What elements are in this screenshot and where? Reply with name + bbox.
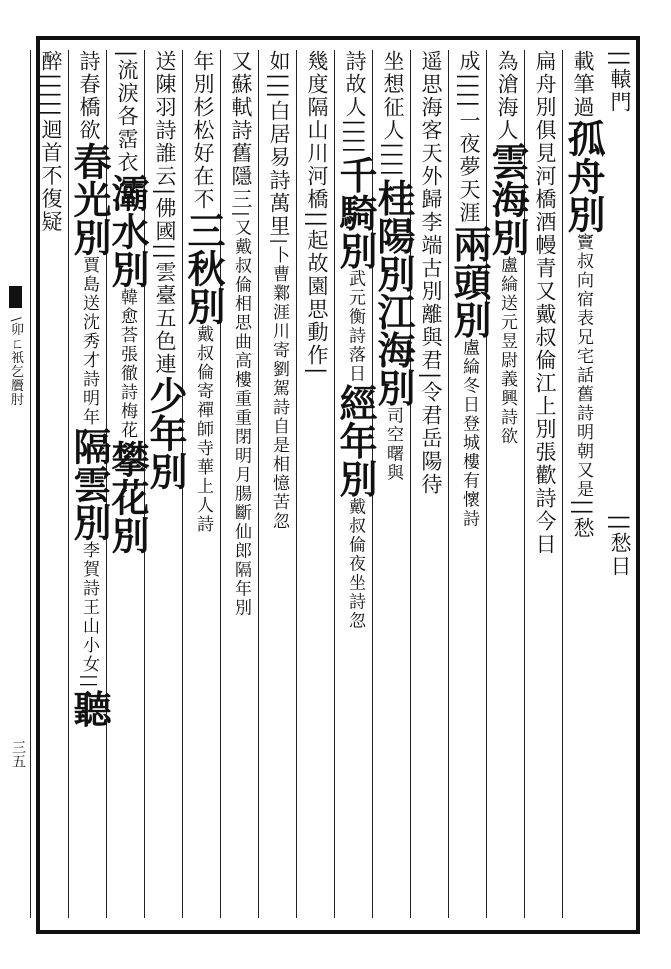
column-4: 為滄海人雲海別盧綸送元昱尉義興詩欲	[486, 50, 527, 918]
column-1: ||轅門||愁日	[608, 50, 632, 579]
margin-mark	[9, 286, 22, 308]
column-14: |流淚各霑衣灞水別韓愈荅張徹詩梅花攀花別	[106, 50, 147, 918]
page-number: 三五	[10, 740, 26, 768]
column-5: 成||||一夜夢天涯兩頭別盧綸冬日登城樓有懷詩	[448, 50, 489, 918]
column-11: 又蘇軾詩舊隱三|又戴叔倫相思曲高樓重重閉明月腸斷仙郎隔年別	[220, 50, 261, 918]
text-columns	[39, 40, 634, 930]
column-3: 扁舟別俱見河橋酒幔青又戴叔倫江上別張歡詩今日	[524, 50, 565, 918]
column-10: 如|||白居易詩萬里|卜曹鄴涯川寄劉駕詩自是相憶苦忽	[258, 50, 299, 918]
margin-label	[6, 286, 25, 407]
column-12: 年別杉松好在不三秋別戴叔倫寄禪師寺華上人詩	[182, 50, 223, 918]
column-13: 送陳羽詩誰云|佛國||雲臺五色連少年別	[144, 50, 185, 918]
column-2: 載筆過孤舟別竇叔向宿表兄宅話舊詩明朝又是||愁	[562, 50, 603, 918]
column-7: 坐想征人||||桂陽別江海別司空曙與	[372, 50, 413, 918]
column-16: 醉|||||迴首不復疑	[30, 50, 71, 918]
column-6: 遥思海客天外歸李端古別離與君|令君岳陽待	[410, 50, 451, 918]
column-9: 幾度隔山川河橋||起故園思動作|	[296, 50, 337, 918]
column-15: 詩春橋欲春光別賈島送沈秀才詩明年隔雲別李賀詩王山小女||聽	[68, 50, 109, 918]
margin-text: \卯ㄈ衹乞贗肘	[8, 317, 23, 407]
column-8: 詩故人||||千騎別武元衡詩落日經年別戴叔倫夜坐詩忽	[334, 50, 375, 918]
